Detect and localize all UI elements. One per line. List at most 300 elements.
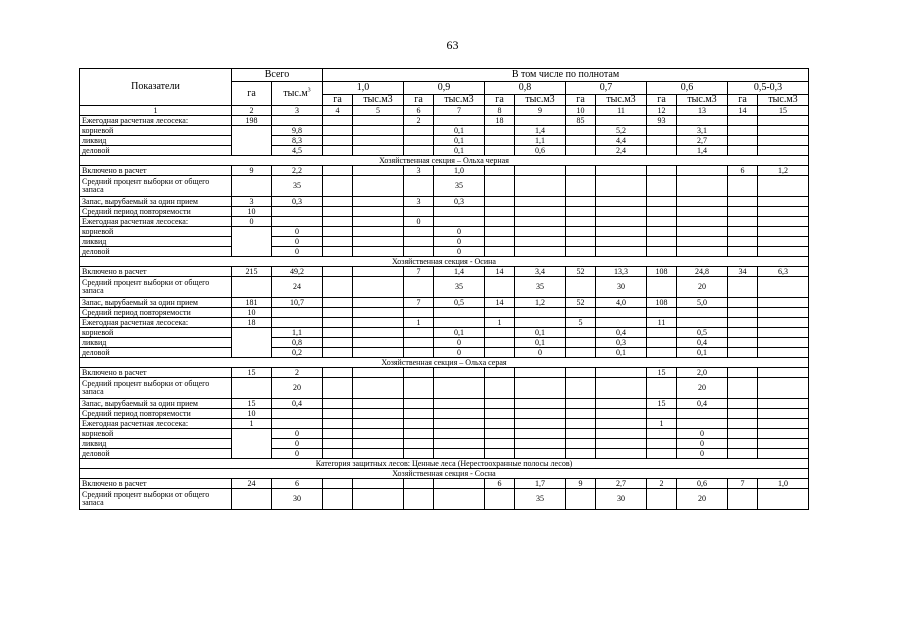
table-cell (323, 328, 353, 338)
table-cell: 0 (434, 247, 485, 257)
table-cell (515, 318, 566, 328)
table-cell (647, 227, 677, 237)
table-cell (596, 166, 647, 176)
table-cell (353, 227, 404, 237)
table-cell: 52 (566, 267, 596, 277)
table-cell (515, 308, 566, 318)
table-cell: 0,5 (677, 328, 728, 338)
table-cell (434, 429, 485, 439)
table-cell (404, 126, 434, 136)
table-cell (566, 399, 596, 409)
table-cell (758, 308, 809, 318)
table-row (80, 217, 809, 227)
table-cell (566, 328, 596, 338)
table-cell: 215 (232, 267, 272, 277)
table-cell (515, 439, 566, 449)
table-cell (728, 399, 758, 409)
table-cell (566, 136, 596, 146)
table-cell (485, 237, 515, 247)
table-cell: 2,2 (272, 166, 323, 176)
table-row (80, 318, 809, 328)
table-cell (566, 197, 596, 207)
table-cell (434, 207, 485, 217)
table-cell (323, 439, 353, 449)
table-cell (728, 318, 758, 328)
table-cell: 0 (272, 429, 323, 439)
table-cell (353, 146, 404, 156)
table-cell (353, 348, 404, 358)
table-cell (677, 419, 728, 429)
table-cell (434, 368, 485, 378)
table-cell (404, 308, 434, 318)
table-cell: 0 (434, 348, 485, 358)
row-label: деловой (80, 449, 232, 459)
table-cell (404, 237, 434, 247)
table-cell: 0 (434, 227, 485, 237)
table-row (80, 479, 809, 489)
table-cell: 35 (515, 489, 566, 510)
header-by-density: В том числе по полнотам (323, 69, 809, 82)
section-title: Хозяйственная секция - Осина (80, 257, 809, 267)
table-cell (353, 419, 404, 429)
table-cell: 0,6 (677, 479, 728, 489)
table-cell (404, 146, 434, 156)
table-cell (728, 348, 758, 358)
allowable-cut-table (79, 68, 809, 510)
table-cell: 3,1 (677, 126, 728, 136)
table-cell (353, 217, 404, 227)
table-cell (596, 449, 647, 459)
table-cell (566, 308, 596, 318)
table-cell (758, 449, 809, 459)
header-unit-volume: тыс.м3 (758, 95, 809, 106)
table-cell: 4,4 (596, 136, 647, 146)
row-label: корневой (80, 227, 232, 237)
table-cell: 0 (404, 217, 434, 227)
table-cell (323, 479, 353, 489)
table-cell (677, 409, 728, 419)
table-cell: 1 (232, 419, 272, 429)
table-cell (647, 429, 677, 439)
table-cell (485, 338, 515, 348)
table-cell (515, 197, 566, 207)
table-cell: 0 (272, 237, 323, 247)
table-cell (758, 247, 809, 257)
column-number: 5 (353, 106, 404, 116)
table-cell (596, 429, 647, 439)
table-cell: 8,3 (272, 136, 323, 146)
table-cell: 181 (232, 298, 272, 308)
table-cell (596, 419, 647, 429)
table-cell (404, 479, 434, 489)
table-cell: 10 (232, 308, 272, 318)
table-cell: 0 (232, 217, 272, 227)
table-cell (272, 419, 323, 429)
table-cell (596, 237, 647, 247)
table-row (80, 429, 809, 439)
table-cell (485, 328, 515, 338)
table-cell (728, 207, 758, 217)
table-cell (728, 429, 758, 439)
table-cell: 0,4 (272, 399, 323, 409)
table-cell (485, 308, 515, 318)
table-cell (353, 409, 404, 419)
table-cell (404, 429, 434, 439)
table-cell (353, 439, 404, 449)
table-cell (647, 146, 677, 156)
table-cell (758, 237, 809, 247)
table-cell (596, 439, 647, 449)
table-cell (728, 409, 758, 419)
table-cell: 1,0 (758, 479, 809, 489)
table-cell (485, 348, 515, 358)
table-cell (404, 378, 434, 399)
table-cell (566, 489, 596, 510)
table-cell: 15 (232, 399, 272, 409)
column-number: 13 (677, 106, 728, 116)
table-cell: 0,4 (677, 338, 728, 348)
table-cell (515, 409, 566, 419)
table-cell: 6 (272, 479, 323, 489)
table-cell: 0 (434, 338, 485, 348)
table-cell (485, 409, 515, 419)
table-cell (758, 126, 809, 136)
table-cell (728, 146, 758, 156)
table-cell (515, 419, 566, 429)
table-cell (485, 419, 515, 429)
table-cell (677, 207, 728, 217)
table-cell (323, 116, 353, 126)
table-cell (323, 217, 353, 227)
table-cell: 0 (677, 449, 728, 459)
table-cell (515, 368, 566, 378)
row-label: ликвид (80, 439, 232, 449)
table-cell (272, 318, 323, 328)
header-unit-volume: тыс.м3 (596, 95, 647, 106)
table-cell (353, 429, 404, 439)
table-cell (677, 197, 728, 207)
table-row (80, 449, 809, 459)
table-row (80, 348, 809, 358)
table-cell (566, 247, 596, 257)
table-cell: 18 (485, 116, 515, 126)
table-cell (485, 429, 515, 439)
table-cell (323, 146, 353, 156)
table-cell (272, 116, 323, 126)
header-unit-ha: га (728, 95, 758, 106)
table-cell (404, 328, 434, 338)
table-cell: 2,7 (596, 479, 647, 489)
table-cell (515, 227, 566, 237)
table-cell: 6 (728, 166, 758, 176)
table-cell (758, 146, 809, 156)
table-cell: 0,1 (434, 136, 485, 146)
table-cell (323, 166, 353, 176)
table-cell: 15 (232, 368, 272, 378)
table-cell: 0 (434, 237, 485, 247)
table-cell: 9 (566, 479, 596, 489)
table-cell (434, 449, 485, 459)
section-row (80, 156, 809, 166)
table-cell (758, 419, 809, 429)
row-label: Включено в расчет (80, 479, 232, 489)
table-cell (566, 217, 596, 227)
table-cell: 5 (566, 318, 596, 328)
table-row (80, 116, 809, 126)
table-cell (404, 368, 434, 378)
table-cell (485, 197, 515, 207)
table-row (80, 439, 809, 449)
table-cell: 0,1 (515, 338, 566, 348)
table-row (80, 237, 809, 247)
table-cell (677, 116, 728, 126)
row-label: деловой (80, 247, 232, 257)
table-row (80, 267, 809, 277)
table-row (80, 409, 809, 419)
table-cell (323, 237, 353, 247)
table-cell (353, 489, 404, 510)
table-cell: 0,3 (272, 197, 323, 207)
row-label: Средний процент выборки от общего запаса (80, 176, 232, 197)
table-cell (566, 176, 596, 197)
table-cell: 1,4 (515, 126, 566, 136)
table-cell (404, 207, 434, 217)
table-cell (485, 176, 515, 197)
header-indicators: Показатели (80, 69, 232, 106)
table-cell (404, 449, 434, 459)
table-cell (485, 136, 515, 146)
table-cell (647, 338, 677, 348)
table-cell (353, 378, 404, 399)
table-cell: 0 (272, 247, 323, 257)
table-cell: 2 (272, 368, 323, 378)
header-unit-ha: га (404, 95, 434, 106)
table-cell (647, 308, 677, 318)
table-cell (728, 136, 758, 146)
table-cell: 3,4 (515, 267, 566, 277)
table-cell (485, 368, 515, 378)
table-cell (647, 489, 677, 510)
table-cell (353, 318, 404, 328)
table-cell (728, 489, 758, 510)
table-cell: 3 (404, 166, 434, 176)
table-cell (596, 197, 647, 207)
table-cell (647, 348, 677, 358)
table-cell (404, 277, 434, 298)
table-cell: 198 (232, 116, 272, 126)
header-unit-ha: га (323, 95, 353, 106)
table-row (80, 328, 809, 338)
header-density-2: 0,8 (485, 82, 566, 95)
table-row (80, 489, 809, 510)
column-number: 10 (566, 106, 596, 116)
table-cell (677, 217, 728, 227)
table-cell: 1,1 (272, 328, 323, 338)
table-cell (728, 308, 758, 318)
table-cell (323, 399, 353, 409)
table-cell (728, 197, 758, 207)
table-cell: 10 (232, 207, 272, 217)
row-label: Средний период повторяемости (80, 207, 232, 217)
row-label: Средний процент выборки от общего запаса (80, 489, 232, 510)
section-row (80, 459, 809, 469)
table-cell (404, 399, 434, 409)
row-label: Ежегодная расчетная лесосека: (80, 318, 232, 328)
table-cell (353, 116, 404, 126)
table-cell (566, 439, 596, 449)
table-cell (596, 217, 647, 227)
table-cell (647, 237, 677, 247)
table-cell (728, 338, 758, 348)
table-cell (404, 348, 434, 358)
table-cell: 13,3 (596, 267, 647, 277)
table-cell: 20 (677, 277, 728, 298)
table-cell (596, 227, 647, 237)
table-cell (323, 489, 353, 510)
table-cell (232, 489, 272, 510)
table-cell (647, 247, 677, 257)
table-cell (485, 449, 515, 459)
table-cell (404, 489, 434, 510)
table-cell (566, 378, 596, 399)
table-cell (758, 378, 809, 399)
header-unit-ha: га (566, 95, 596, 106)
empty-cell (232, 227, 272, 257)
table-cell (404, 439, 434, 449)
table-cell (596, 378, 647, 399)
table-cell (434, 116, 485, 126)
table-cell (758, 489, 809, 510)
table-cell: 9 (232, 166, 272, 176)
table-cell (232, 378, 272, 399)
table-cell: 10,7 (272, 298, 323, 308)
table-cell (353, 267, 404, 277)
table-cell (323, 227, 353, 237)
table-cell (353, 126, 404, 136)
table-cell (434, 439, 485, 449)
table-cell (677, 308, 728, 318)
table-cell (647, 439, 677, 449)
table-cell (647, 166, 677, 176)
table-cell (566, 237, 596, 247)
table-cell (434, 308, 485, 318)
table-cell (485, 489, 515, 510)
table-cell: 93 (647, 116, 677, 126)
section-title: Категория защитных лесов: Ценные леса (Нерестоохранные полосы лесов) (80, 459, 809, 469)
table-cell (647, 217, 677, 227)
table-cell (758, 116, 809, 126)
table-row (80, 176, 809, 197)
section-row (80, 469, 809, 479)
row-label: Ежегодная расчетная лесосека: (80, 419, 232, 429)
table-cell: 6,3 (758, 267, 809, 277)
column-number: 1 (80, 106, 232, 116)
table-cell (353, 207, 404, 217)
table-cell (677, 227, 728, 237)
table-cell: 108 (647, 267, 677, 277)
table-cell (485, 207, 515, 217)
row-label: корневой (80, 328, 232, 338)
table-cell: 0,1 (596, 348, 647, 358)
section-row (80, 257, 809, 267)
table-cell: 49,2 (272, 267, 323, 277)
table-cell (758, 227, 809, 237)
table-cell (677, 176, 728, 197)
table-cell (728, 116, 758, 126)
table-cell: 4,0 (596, 298, 647, 308)
column-number: 8 (485, 106, 515, 116)
column-number: 2 (232, 106, 272, 116)
table-cell (323, 409, 353, 419)
table-cell (647, 207, 677, 217)
table-cell (323, 298, 353, 308)
table-cell: 0,3 (434, 197, 485, 207)
table-cell: 0,6 (515, 146, 566, 156)
table-cell (758, 318, 809, 328)
table-cell (353, 399, 404, 409)
table-cell: 24 (232, 479, 272, 489)
table-cell (434, 409, 485, 419)
table-cell (758, 409, 809, 419)
table-cell (596, 207, 647, 217)
table-row (80, 419, 809, 429)
table-cell (485, 166, 515, 176)
table-cell (758, 338, 809, 348)
table-cell: 3 (232, 197, 272, 207)
row-label: деловой (80, 348, 232, 358)
table-row (80, 378, 809, 399)
header-total-volume: $тыс.м^3$ (272, 82, 323, 106)
table-cell (485, 217, 515, 227)
table-cell (758, 217, 809, 227)
table-cell (434, 419, 485, 429)
table-cell (728, 176, 758, 197)
table-cell (485, 247, 515, 257)
row-label: Запас, вырубаемый за один прием (80, 399, 232, 409)
table-cell (677, 166, 728, 176)
row-label: Средний процент выборки от общего запаса (80, 378, 232, 399)
empty-cell (232, 126, 272, 156)
row-label: Ежегодная расчетная лесосека: (80, 217, 232, 227)
table-cell: 35 (272, 176, 323, 197)
table-cell (485, 146, 515, 156)
header-unit-volume: тыс.м3 (353, 95, 404, 106)
table-cell (566, 348, 596, 358)
table-cell (404, 176, 434, 197)
table-cell: 1,4 (434, 267, 485, 277)
row-label: деловой (80, 146, 232, 156)
table-cell (566, 368, 596, 378)
column-number: 3 (272, 106, 323, 116)
table-cell: 1,2 (758, 166, 809, 176)
table-row (80, 298, 809, 308)
table-cell: 11 (647, 318, 677, 328)
table-cell: 0,1 (515, 328, 566, 338)
table-cell (272, 308, 323, 318)
table-cell (434, 318, 485, 328)
table-cell: 85 (566, 116, 596, 126)
table-cell: 7 (404, 267, 434, 277)
table-cell (596, 116, 647, 126)
row-label: Включено в расчет (80, 368, 232, 378)
table-cell (434, 399, 485, 409)
table-cell: 20 (677, 489, 728, 510)
table-cell: 9,8 (272, 126, 323, 136)
table-cell (272, 217, 323, 227)
table-cell (515, 166, 566, 176)
table-row (80, 308, 809, 318)
table-cell (353, 237, 404, 247)
